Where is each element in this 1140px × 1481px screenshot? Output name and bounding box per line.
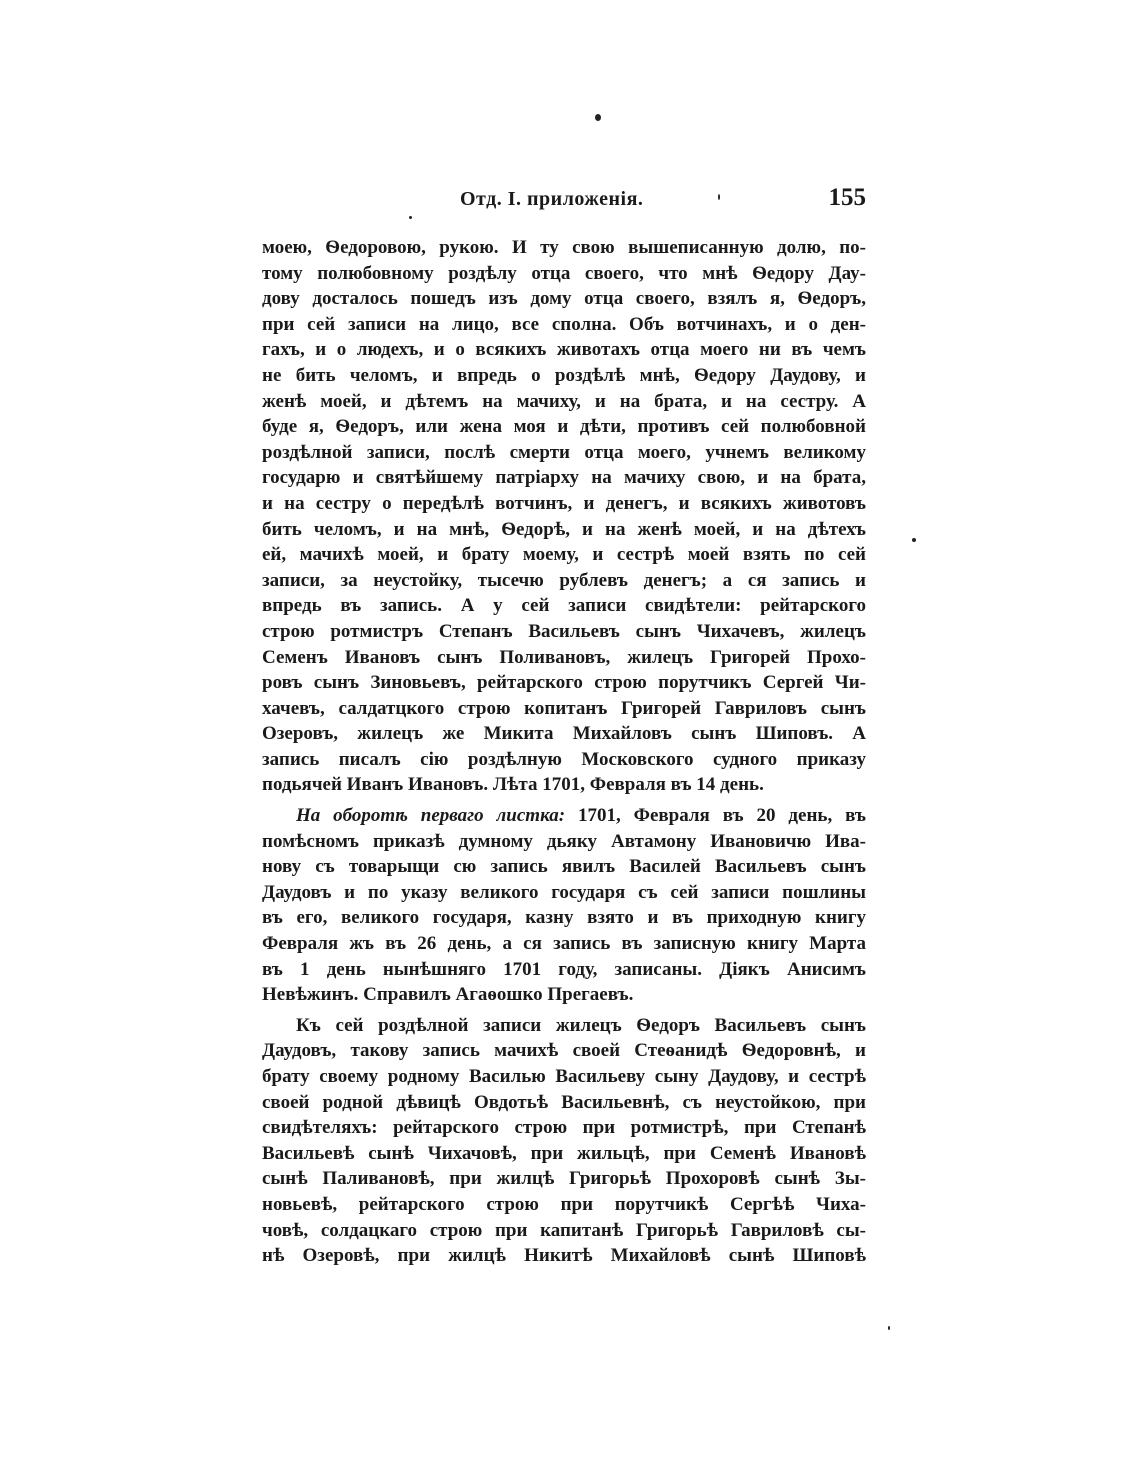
text-line: гахъ, и о людехъ, и о всякихъ животахъ отца моего ни въ чемъ: [262, 339, 866, 361]
paragraph-2: [262, 803, 866, 1008]
text-line: бить челомъ, и на мнѣ, Ѳедорѣ, и на женѣ моей, и на дѣтехъ: [262, 518, 866, 540]
text-line: нѣ Озеровѣ, при жилцѣ Никитѣ Михайловѣ сынѣ Шиповѣ: [262, 1245, 866, 1267]
text-line: въ его, великого государя, казну взято и въ приходную книгу: [262, 907, 866, 929]
text-line: Даудовъ, такову запись мачихѣ своей Стеѳанидѣ Ѳедоровнѣ, и: [262, 1040, 866, 1062]
text-line: записи, за неустойку, тысечю рублевъ денегъ; а ся запись и: [262, 569, 866, 591]
paragraph-3: [262, 1013, 866, 1269]
text-fragment: 1701, Февраля въ 20 день, въ: [565, 805, 866, 827]
text-line: и на сестру о передѣлѣ вотчинъ, и денегъ, и всякихъ животовъ: [262, 492, 866, 514]
text-line: Февраля жъ въ 26 день, а ся запись въ записную книгу Марта: [262, 933, 866, 955]
text-line: ровъ сынъ Зиновьевъ, рейтарского строю порутчикъ Сергей Чи-: [262, 672, 866, 694]
page-body: [262, 235, 866, 1269]
text-line: роздѣлной записи, послѣ смерти отца моего, учнемъ великому: [262, 441, 866, 463]
page-header: [262, 184, 866, 218]
text-line: буде я, Ѳедоръ, или жена моя и дѣти, противъ сей полюбовной: [262, 416, 866, 438]
text-line: государю и святѣйшему патріарху на мачиху свою, и на брата,: [262, 467, 866, 489]
italic-lead: На оборотѣ первагo листка:: [296, 805, 566, 827]
text-line: запись писалъ сію роздѣлную Московского судного приказу: [262, 748, 866, 770]
text-line: Невѣжинъ. Справилъ Агаѳошко Прегаевъ.: [262, 984, 634, 1006]
text-line: новьевѣ, рейтарского строю при порутчикѣ Сергѣѣ Чиха-: [262, 1193, 866, 1215]
text-line: своей родной дѣвицѣ Овдотьѣ Васильевнѣ, съ неустойкою, при: [262, 1091, 866, 1113]
print-speck: [595, 114, 601, 121]
text-line: Озеровъ, жилецъ же Микита Михайловъ сынъ Шиповъ. А: [262, 723, 866, 745]
text-line: [262, 803, 866, 829]
text-line: подьячей Иванъ Ивановъ. Лѣта 1701, Февраля въ 14 день.: [262, 774, 764, 796]
text-line: Къ сей роздѣлной записи жилецъ Ѳедоръ Васильевъ сынъ: [296, 1014, 866, 1036]
text-line: брату своему родному Василью Васильеву сыну Даудову, и сестрѣ: [262, 1066, 866, 1087]
print-speck: [888, 1326, 890, 1330]
text-line: не бить челомъ, и впредь о роздѣлѣ мнѣ, Ѳедору Даудову, и: [262, 364, 866, 386]
text-line: сынѣ Паливановѣ, при жилцѣ Григорьѣ Прохоровѣ сынѣ Зы-: [262, 1168, 866, 1190]
text-line: впредь въ запись. А у сей записи свидѣтели: рейтарского: [262, 595, 866, 617]
paragraph-1: [262, 235, 866, 798]
text-line: дову досталось пошедъ изъ дому отца своего, взялъ я, Ѳедоръ,: [262, 288, 866, 310]
text-line: помѣсномъ приказѣ думному дьяку Автамону Ивановичю Ива-: [262, 830, 866, 852]
text-line: Семенъ Ивановъ сынъ Поливановъ, жилецъ Григорей Прохо-: [262, 646, 866, 668]
text-line: хачевъ, салдатцкого строю копитанъ Григорей Гавриловъ сынъ: [262, 697, 866, 719]
running-title: Отд. I. приложенія.: [460, 188, 644, 210]
text-line: Даудовъ и по указу великого государя съ сей записи пошлины: [262, 881, 866, 903]
text-line: въ 1 день нынѣшняго 1701 году, записаны. Діякъ Анисимъ: [262, 958, 866, 980]
text-line: нову съ товарыщи сю запись явилъ Василей Васильевъ сынъ: [262, 856, 866, 878]
text-line: ей, мачихѣ моей, и брату моему, и сестрѣ моей взять по сей: [262, 544, 866, 566]
text-line: при сей записи на лицо, все сполна. Объ вотчинахъ, и о ден-: [262, 313, 866, 335]
text-line: свидѣтеляхъ: рейтарского строю при ротмистрѣ, при Степанѣ: [262, 1117, 866, 1139]
text-line: тому полюбовному роздѣлу отца своего, что мнѣ Ѳедору Дау-: [262, 262, 866, 284]
text-line: Васильевѣ сынѣ Чихачовѣ, при жильцѣ, при Семенѣ Ивановѣ: [262, 1142, 866, 1164]
text-line: човѣ, солдацкаго строю при капитанѣ Григорьѣ Гавриловѣ сы-: [262, 1219, 866, 1241]
page-number: 155: [828, 184, 866, 211]
print-speck: [912, 538, 916, 542]
text-line: моею, Ѳедоровою, рукою. И ту свою вышеписанную долю, по-: [262, 237, 866, 258]
text-line: строю ротмистръ Степанъ Васильевъ сынъ Чихачевъ, жилецъ: [262, 620, 866, 642]
text-line: женѣ моей, и дѣтемъ на мачиху, и на брата, и на сестру. А: [262, 390, 866, 412]
